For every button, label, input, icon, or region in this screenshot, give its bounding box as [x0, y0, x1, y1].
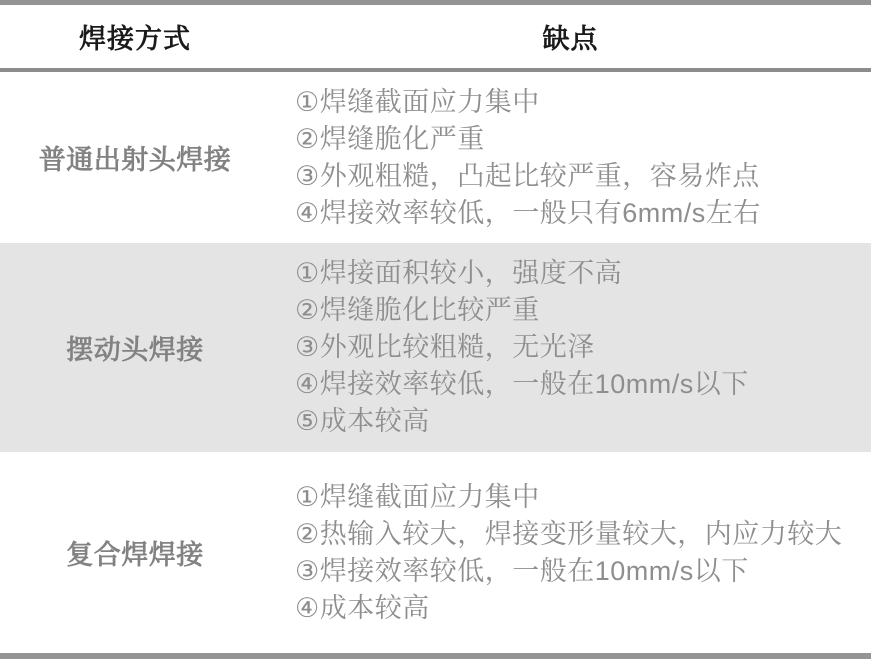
method-cell: [0, 138, 270, 177]
method-name: 复合焊焊接: [66, 540, 204, 570]
table-body: [0, 72, 871, 653]
bottom-border-bar: [0, 653, 871, 659]
table-row: [0, 243, 871, 452]
table-header-row: [0, 5, 871, 68]
cons-cell: [270, 255, 871, 440]
con-item: ②焊缝脆化比较严重: [295, 295, 540, 325]
con-item: ④焊接效率较低，一般只有6mm/s左右: [295, 197, 761, 228]
con-item: ③外观比较粗糙，无光泽: [295, 332, 595, 362]
con-item: ④成本较高: [295, 592, 430, 623]
table-row: [0, 452, 871, 653]
cons-cell: [270, 84, 871, 232]
method-name: 普通出射头焊接: [38, 145, 232, 175]
con-item: ③焊接效率较低，一般在10mm/s以下: [295, 555, 749, 586]
con-item: ②热输入较大，焊接变形量较大，内应力较大: [295, 518, 843, 549]
column-header-welding-method: 焊接方式: [79, 24, 191, 54]
cons-list: [295, 84, 861, 232]
con-item: ①焊缝截面应力集中: [295, 481, 540, 512]
con-item: ④焊接效率较低，一般在10mm/s以下: [295, 369, 749, 399]
cons-cell: [270, 479, 871, 627]
con-item: ②焊缝脆化严重: [295, 123, 485, 154]
method-cell: [0, 533, 270, 572]
method-cell: [0, 328, 270, 367]
con-item: ③外观粗糙，凸起比较严重，容易炸点: [295, 160, 760, 191]
con-item: ①焊缝截面应力集中: [295, 86, 540, 117]
cons-list: [295, 479, 861, 627]
column-header-disadvantages: 缺点: [542, 24, 599, 54]
table-row: [0, 72, 871, 243]
con-item: ①焊接面积较小，强度不高: [295, 258, 623, 288]
con-item: ⑤成本较高: [295, 406, 430, 436]
cons-list: [295, 255, 861, 440]
method-name: 摆动头焊接: [66, 335, 204, 365]
